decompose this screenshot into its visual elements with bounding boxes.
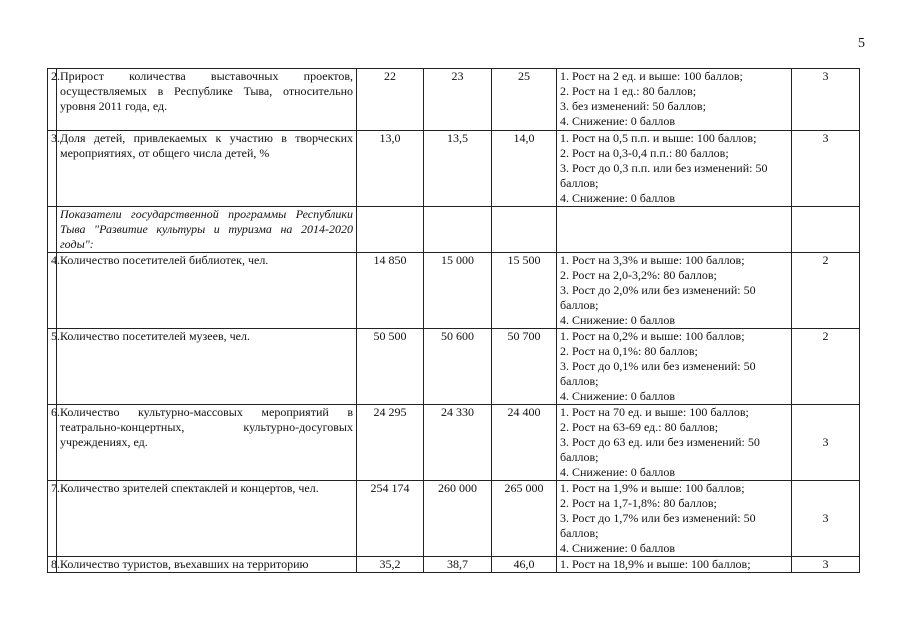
scoring-criteria <box>557 329 792 405</box>
value-year-2: 50 600 <box>424 329 492 405</box>
value-year-1: 22 <box>357 69 424 131</box>
criterion-line: 1. Рост на 0,2% и выше: 100 баллов; <box>560 329 745 343</box>
table-row <box>48 253 860 329</box>
criterion-line: 3. Рост до 2,0% или без изменений: 50 баллов; <box>560 283 756 312</box>
criterion-line: 1. Рост на 3,3% и выше: 100 баллов; <box>560 253 745 267</box>
value-year-2: 13,5 <box>424 131 492 207</box>
value-year-3: 50 700 <box>492 329 557 405</box>
value-year-1: 35,2 <box>357 557 424 573</box>
criterion-line: 2. Рост на 1 ед.: 80 баллов; <box>560 84 697 98</box>
criterion-line: 3. Рост до 0,1% или без изменений: 50 баллов; <box>560 359 756 388</box>
value-year-2: 15 000 <box>424 253 492 329</box>
criterion-line: 2. Рост на 0,3-0,4 п.п.: 80 баллов; <box>560 146 729 160</box>
indicator-name: Прирост количества выставочных проектов, осуществляемых в Республике Тыва, относительно уровня 2011 года, ед. <box>57 69 357 131</box>
value-year-1: 24 295 <box>357 405 424 481</box>
weight-value: 3 <box>792 481 860 557</box>
table-row <box>48 405 860 481</box>
weight-value: 2 <box>792 329 860 405</box>
indicator-name: Доля детей, привлекаемых к участию в творческих мероприятиях, от общего числа детей, % <box>57 131 357 207</box>
value-year-3: 25 <box>492 69 557 131</box>
indicator-name: Количество зрителей спектаклей и концертов, чел. <box>57 481 357 557</box>
scoring-criteria <box>557 481 792 557</box>
empty-cell <box>357 207 424 253</box>
section-row <box>48 207 860 253</box>
criterion-line: 3. Рост до 63 ед. или без изменений: 50 баллов; <box>560 435 760 464</box>
value-year-3: 46,0 <box>492 557 557 573</box>
weight-value: 2 <box>792 253 860 329</box>
row-number: 4. <box>48 253 57 329</box>
weight-value: 3 <box>792 557 860 573</box>
value-year-3: 265 000 <box>492 481 557 557</box>
value-year-1: 13,0 <box>357 131 424 207</box>
row-number: 7. <box>48 481 57 557</box>
page-number: 5 <box>858 36 865 51</box>
value-year-2: 24 330 <box>424 405 492 481</box>
indicators-table <box>47 68 860 573</box>
row-number: 5. <box>48 329 57 405</box>
table-row <box>48 69 860 131</box>
table-row <box>48 481 860 557</box>
criterion-line: 1. Рост на 70 ед. и выше: 100 баллов; <box>560 405 749 419</box>
scoring-criteria <box>557 405 792 481</box>
row-number: 3. <box>48 131 57 207</box>
criterion-line: 3. без изменений: 50 баллов; <box>560 99 706 113</box>
row-number-cell <box>48 207 57 253</box>
scoring-criteria <box>557 253 792 329</box>
criterion-line: 4. Снижение: 0 баллов <box>560 191 675 205</box>
row-number: 8. <box>48 557 57 573</box>
indicator-name: Количество культурно-массовых мероприятий в театрально-концертных, культурно-досуговых учреждениях, ед. <box>57 405 357 481</box>
empty-cell <box>424 207 492 253</box>
row-number: 6. <box>48 405 57 481</box>
value-year-3: 15 500 <box>492 253 557 329</box>
indicator-name: Количество туристов, въехавших на территорию <box>57 557 357 573</box>
criterion-line: 1. Рост на 2 ед. и выше: 100 баллов; <box>560 69 743 83</box>
empty-cell <box>557 207 792 253</box>
value-year-3: 14,0 <box>492 131 557 207</box>
value-year-1: 50 500 <box>357 329 424 405</box>
criterion-line: 1. Рост на 1,9% и выше: 100 баллов; <box>560 481 745 495</box>
weight-value: 3 <box>792 131 860 207</box>
criterion-line: 4. Снижение: 0 баллов <box>560 389 675 403</box>
value-year-3: 24 400 <box>492 405 557 481</box>
indicator-name: Количество посетителей музеев, чел. <box>57 329 357 405</box>
criterion-line: 4. Снижение: 0 баллов <box>560 465 675 479</box>
criterion-line: 4. Снижение: 0 баллов <box>560 114 675 128</box>
criterion-line: 2. Рост на 1,7-1,8%: 80 баллов; <box>560 496 717 510</box>
criterion-line: 3. Рост до 1,7% или без изменений: 50 баллов; <box>560 511 756 540</box>
section-heading: Показатели государственной программы Республики Тыва "Развитие культуры и туризма на 2014-2020 годы": <box>57 207 357 253</box>
scoring-criteria <box>557 131 792 207</box>
weight-value: 3 <box>792 405 860 481</box>
table-row <box>48 557 860 573</box>
criterion-line: 2. Рост на 2,0-3,2%: 80 баллов; <box>560 268 717 282</box>
value-year-2: 23 <box>424 69 492 131</box>
value-year-1: 14 850 <box>357 253 424 329</box>
table-row <box>48 329 860 405</box>
scoring-criteria <box>557 69 792 131</box>
criterion-line: 4. Снижение: 0 баллов <box>560 313 675 327</box>
value-year-2: 38,7 <box>424 557 492 573</box>
indicator-name: Количество посетителей библиотек, чел. <box>57 253 357 329</box>
criterion-line: 2. Рост на 0,1%: 80 баллов; <box>560 344 698 358</box>
row-number: 2. <box>48 69 57 131</box>
criterion-line: 4. Снижение: 0 баллов <box>560 541 675 555</box>
criterion-line: 1. Рост на 18,9% и выше: 100 баллов; <box>560 557 751 571</box>
value-year-1: 254 174 <box>357 481 424 557</box>
scoring-criteria <box>557 557 792 573</box>
criterion-line: 2. Рост на 63-69 ед.: 80 баллов; <box>560 420 719 434</box>
table-row <box>48 131 860 207</box>
empty-cell <box>792 207 860 253</box>
criterion-line: 3. Рост до 0,3 п.п. или без изменений: 50 баллов; <box>560 161 768 190</box>
value-year-2: 260 000 <box>424 481 492 557</box>
criterion-line: 1. Рост на 0,5 п.п. и выше: 100 баллов; <box>560 131 757 145</box>
empty-cell <box>492 207 557 253</box>
weight-value: 3 <box>792 69 860 131</box>
